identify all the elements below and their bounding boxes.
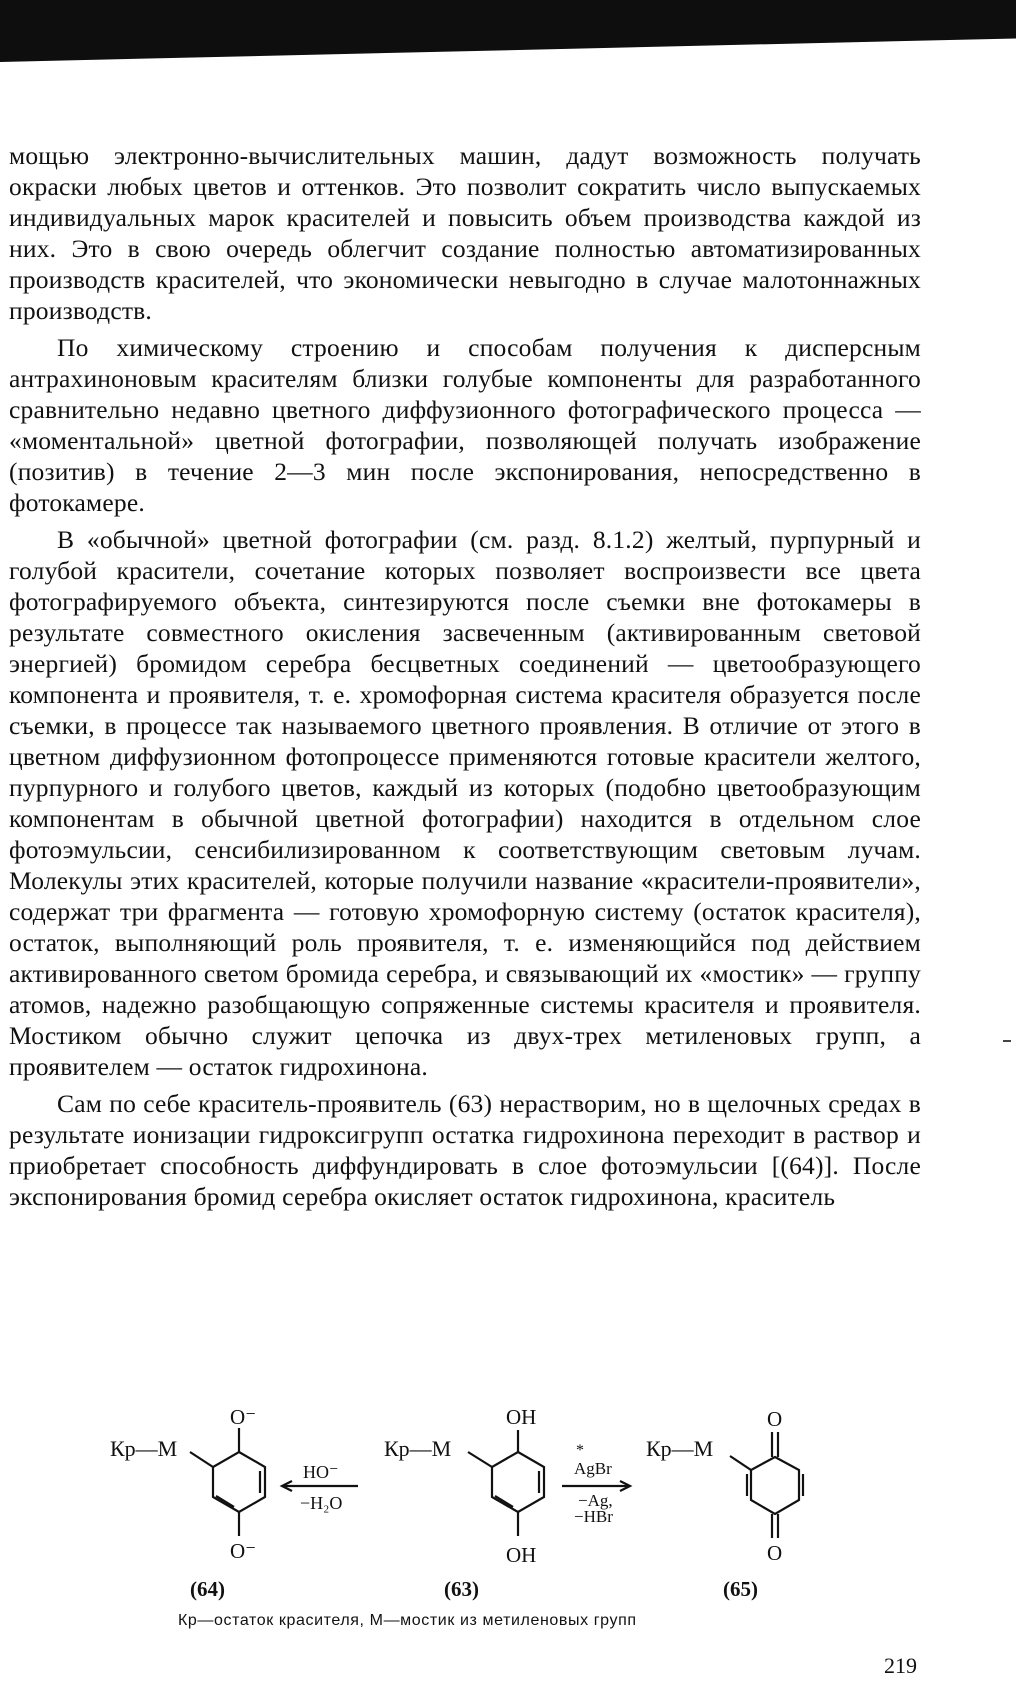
label-65: (65): [723, 1577, 758, 1601]
substituent-64: Кр—М: [110, 1436, 178, 1461]
ring-65: [730, 1432, 803, 1538]
substituent-65: Кр—М: [646, 1436, 714, 1461]
page-top-dark-band: [0, 0, 1016, 62]
scheme-caption: Кр—остаток красителя, М—мостик из метиленовых групп: [178, 1612, 637, 1629]
page-number: 219: [884, 1653, 917, 1678]
body-text: [9, 140, 921, 1218]
substituent-63: Кр—М: [384, 1436, 452, 1461]
margin-mark: [1003, 1040, 1011, 1042]
arrow-forward-above: AgBr: [574, 1459, 612, 1478]
ring-64: [190, 1428, 265, 1536]
arrow-forward: [562, 1481, 630, 1491]
label-63: (63): [444, 1577, 479, 1601]
reaction-scheme: [110, 1402, 830, 1602]
group-63-bottom: OH: [506, 1543, 537, 1567]
arrow-forward-below-2: −HBr: [574, 1507, 613, 1526]
arrow-reverse-above: HO⁻: [303, 1462, 339, 1482]
paragraph-2: По химическому строению и способам получения к дисперсным антрахиноновым красителям близки голубые компоненты для разработанного сравнительно недавно цветного диффузионного фотографического процесса — «моментальной» цветной фотографии, позволяющей получать изображение (позитив) в течение 2—3 мин после экспонирования, непосредственно в фотокамере.: [9, 333, 921, 517]
paragraph-3: В «обычной» цветной фотографии (см. разд. 8.1.2) желтый, пурпурный и голубой красители, сочетание которых позволяет воспроизвести все цвета фотографируемого объекта, синтезируются после съемки вне фотокамеры в результате совместного окисления засвеченным (активированным световой энергией) бромидом серебра бесцветных соединений — цветообразующего компонента и проявителя, т. е. хромофорная система красителя образуется после съемки, в процессе так называемого цветного проявления. В отличие от этого в цветном диффузионном фотопроцессе применяются готовые красители желтого, пурпурного и голубого цветов, каждый из которых (подобно цветообразующим компонентам в обычной цветной фотографии) находится в отдельном слое фотоэмульсии, сенсибилизированном к соответствующим световым лучам. Молекулы этих красителей, которые получили название «красители-проявители», содержат три фрагмента — готовую хромофорную систему (остаток красителя), остаток, выполняющий роль проявителя, т. е. изменяющийся под действием активированного светом бромида серебра, и связывающий их «мостик» — группу атомов, надежно разобщающую сопряженные системы красителя и проявителя. Мостиком обычно служит цепочка из двух-трех метиленовых групп, а проявителем — остаток гидрохинона.: [9, 525, 921, 1081]
arrow-reverse: [282, 1481, 358, 1491]
group-65-bottom: O: [767, 1541, 783, 1565]
label-64: (64): [190, 1577, 225, 1601]
ring-63: [468, 1430, 544, 1536]
paragraph-1: мощью электронно-вычислительных машин, дадут возможность получать окраски любых цветов и оттенков. Это позволит сократить число выпускаемых индивидуальных марок красителей и повысить объем производства каждой из них. Это в свою очередь облегчит создание полностью автоматизированных производств красителей, что экономически невыгодно в случае малотоннажных производств.: [9, 141, 921, 325]
group-63-top: OH: [506, 1405, 537, 1429]
group-64-bottom: O⁻: [230, 1539, 257, 1563]
arrow-forward-mark: *: [576, 1442, 584, 1459]
group-65-top: O: [767, 1407, 783, 1431]
arrow-forward-below-1: −Ag,: [578, 1491, 613, 1510]
paragraph-4: Сам по себе краситель-проявитель (63) нерастворим, но в щелочных средах в результате ионизации гидроксигрупп остатка гидрохинона переходит в раствор и приобретает способность диффундировать в слое фотоэмульсии [(64)]. После экспонирования бромид серебра окисляет остаток гидрохинона, краситель: [9, 1089, 921, 1211]
group-64-top: O⁻: [230, 1405, 257, 1429]
arrow-reverse-below: −H₂O: [300, 1493, 343, 1513]
